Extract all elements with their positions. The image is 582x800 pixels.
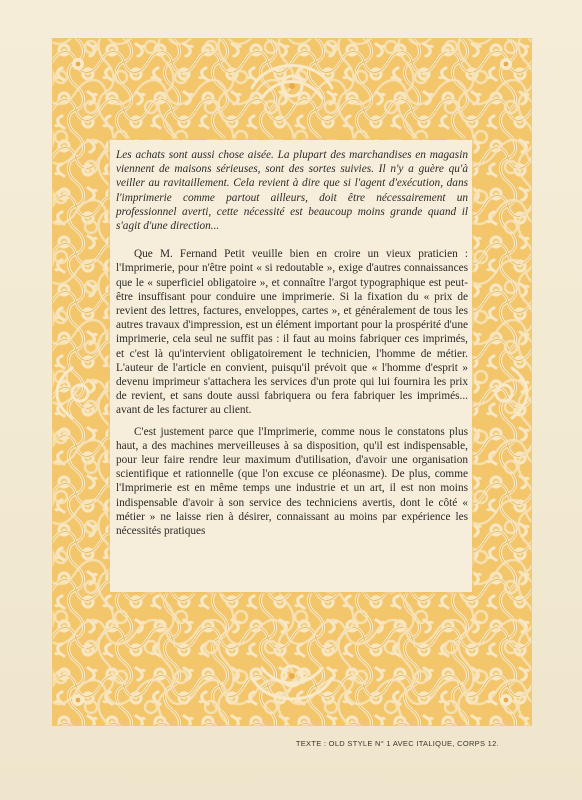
body-paragraph-1: Que M. Fernand Petit veuille bien en croire un vieux praticien : l'Imprimerie, pour n'être point « si redoutable », exige d'autres connaissances que le « superficiel obligatoire », et connaître l'argot typographique est peut-être insuffisant pour conduire une imprimerie. Si la fixation du « prix de revient des lettres, factures, enveloppes, cartes », et généralement de tous les autres travaux d'impression, est un élément important pour la prospérité d'une imprimerie, cela seul ne suffit pas : il faut au moins fabriquer ces imprimés, et c'est là qu'intervient obligatoirement le technicien, l'homme de métier. L'auteur de l'article en convient, puisqu'il prévoit que « l'homme d'esprit » devenu imprimeur s'attachera les services d'un prote qui lui fournira les prix de revient, et sans doute aussi fabriquera ou fera fabriquer les imprimés... avant de les facturer au client. xyxy=(116,248,468,417)
article-text-block xyxy=(110,140,472,592)
typeface-caption: TEXTE : OLD STYLE N° 1 AVEC ITALIQUE, CORPS 12. xyxy=(295,739,499,748)
italic-paragraph: Les achats sont aussi chose aisée. La plupart des marchandises en magasin viennent de maisons sérieuses, sont des sortes suivies. Il n'y a guère qu'à veiller au ravitaillement. Cela revient à dire que si l'agent d'exécution, dans l'imprimerie comme partout ailleurs, doit être nécessairement un professionnel averti, cette nécessité est beaucoup moins grande quand il s'agit d'une direction... xyxy=(116,149,468,233)
body-paragraph-2: C'est justement parce que l'Imprimerie, comme nous le constatons plus haut, a des machines merveilleuses à sa disposition, qu'il est indispensable, pour leur faire rendre leur maximum d'utilisation, d'avoir une organisation scientifique et rationnelle (que l'on excuse ce pléonasme). De plus, comme l'Imprimerie est en même temps une industrie et un art, il est non moins indispensable d'avoir à son service des techniciens avertis, dont le côté « métier » ne laisse rien à désirer, connaissant au moins par expérience les nécessités pratiques xyxy=(116,425,468,538)
